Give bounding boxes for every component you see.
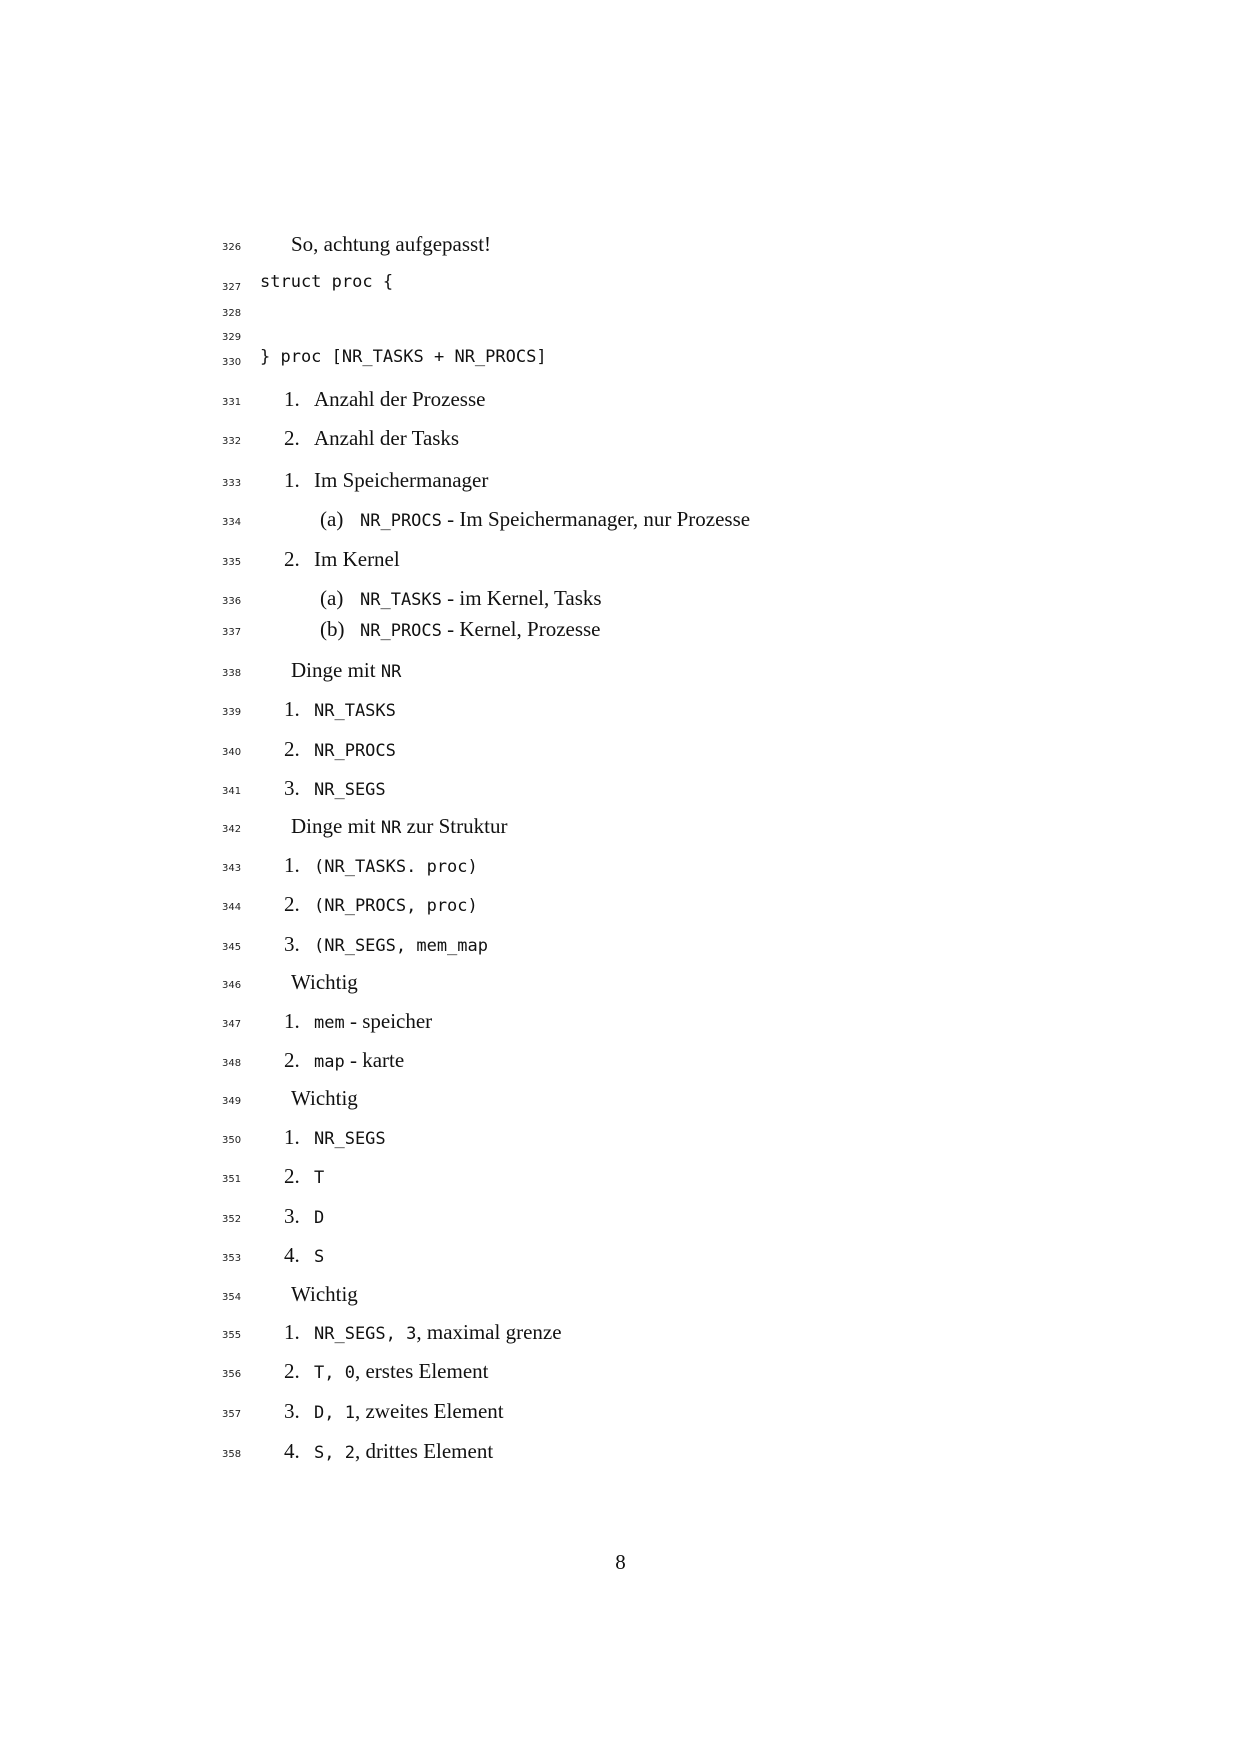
document-line: [0, 1437, 1241, 1467]
code-text: NR_PROCS: [360, 511, 442, 531]
document-line: [0, 1202, 1241, 1232]
line-content: [291, 970, 358, 995]
list-label: 2.: [284, 547, 300, 571]
list-label: 1.: [284, 853, 300, 877]
body-text: , erstes Element: [354, 1359, 489, 1383]
body-text: , maximal grenze: [416, 1320, 562, 1344]
line-number: 357: [222, 1409, 242, 1420]
line-content: [284, 547, 400, 572]
document-line: [0, 1318, 1241, 1348]
code-text: (NR_TASKS. proc): [314, 857, 478, 877]
list-label: 1.: [284, 387, 300, 411]
line-number: 336: [222, 596, 242, 607]
document-line: [0, 656, 1241, 686]
code-text: NR_TASKS: [314, 701, 396, 721]
line-number: 326: [222, 242, 242, 253]
line-content: [284, 697, 396, 722]
line-number: 333: [222, 478, 242, 489]
line-number: 339: [222, 707, 242, 718]
code-text: S: [314, 1247, 325, 1267]
list-label: 2.: [284, 737, 300, 761]
document-line: [0, 1357, 1241, 1387]
code-text: D: [314, 1208, 325, 1228]
list-label: 2.: [284, 892, 300, 916]
list-label: (a): [320, 507, 344, 531]
list-label: 1.: [284, 1125, 300, 1149]
code-text: NR: [380, 818, 402, 838]
line-content: [291, 1086, 358, 1111]
document-line: [0, 615, 1241, 645]
code-text: NR: [380, 662, 402, 682]
body-text: - im Kernel, Tasks: [441, 586, 602, 610]
line-content: [284, 1439, 493, 1464]
code-text: mem: [314, 1013, 345, 1033]
list-label: 3.: [284, 776, 300, 800]
line-content: [291, 232, 491, 257]
line-content: [320, 507, 750, 532]
document-line: [0, 545, 1241, 575]
document-line: [0, 695, 1241, 725]
document-line: [0, 1397, 1241, 1427]
line-content: [320, 617, 601, 642]
document-line: [0, 584, 1241, 614]
line-number: 335: [222, 557, 242, 568]
line-content: [284, 1359, 489, 1384]
line-number: 358: [222, 1449, 242, 1460]
code-text: T: [314, 1168, 325, 1188]
body-text: Anzahl der Prozesse: [314, 387, 486, 411]
document-line: [0, 890, 1241, 920]
list-label: (a): [320, 586, 344, 610]
line-number: 337: [222, 627, 242, 638]
line-content: [284, 1164, 324, 1189]
code-text: NR_PROCS: [360, 621, 442, 641]
list-label: 4.: [284, 1439, 300, 1463]
body-text: Dinge mit: [291, 814, 381, 838]
line-content: [284, 892, 478, 917]
code-text: T, 0: [314, 1363, 355, 1383]
code-text: NR_PROCS: [314, 741, 396, 761]
line-number: 351: [222, 1174, 242, 1185]
list-label: 3.: [284, 932, 300, 956]
line-number: 348: [222, 1058, 242, 1069]
line-content: [260, 347, 547, 367]
list-label: 2.: [284, 426, 300, 450]
code-text: D, 1: [314, 1403, 355, 1423]
list-label: (b): [320, 617, 345, 641]
line-content: [284, 1204, 324, 1229]
line-number: 342: [222, 824, 242, 835]
document-line: [0, 1280, 1241, 1310]
document-line: [0, 1084, 1241, 1114]
document-line: [0, 968, 1241, 998]
line-content: [284, 387, 485, 412]
page-number: 8: [615, 1550, 626, 1574]
line-number: 354: [222, 1292, 242, 1303]
line-content: [284, 1125, 386, 1150]
line-number: 356: [222, 1369, 242, 1380]
line-content: [284, 776, 386, 801]
document-line: [0, 466, 1241, 496]
document-line: [0, 1007, 1241, 1037]
line-number: 345: [222, 942, 242, 953]
code-text: } proc [NR_TASKS + NR_PROCS]: [260, 347, 547, 367]
document-line: [0, 1241, 1241, 1271]
body-text: - speicher: [344, 1009, 433, 1033]
code-text: NR_SEGS: [314, 780, 386, 800]
body-text: Im Kernel: [314, 547, 400, 571]
line-content: [320, 586, 602, 611]
line-content: [291, 814, 507, 839]
list-label: 2.: [284, 1048, 300, 1072]
body-text: Wichtig: [291, 1282, 358, 1306]
list-label: 3.: [284, 1204, 300, 1228]
code-text: NR_SEGS: [314, 1129, 386, 1149]
line-number: 338: [222, 668, 242, 679]
document-line: [0, 230, 1241, 260]
document-line: [0, 851, 1241, 881]
line-number: 340: [222, 747, 242, 758]
list-label: 2.: [284, 1164, 300, 1188]
line-content: [284, 853, 478, 878]
body-text: Dinge mit: [291, 658, 381, 682]
body-text: - Im Speichermanager, nur Prozesse: [441, 507, 751, 531]
line-number: 344: [222, 902, 242, 913]
list-label: 1.: [284, 468, 300, 492]
document-line: [0, 424, 1241, 454]
line-number: 330: [222, 357, 242, 368]
line-content: [284, 1048, 404, 1073]
line-content: [284, 426, 459, 451]
body-text: Anzahl der Tasks: [314, 426, 460, 450]
code-text: struct proc {: [260, 272, 394, 292]
body-text: - karte: [344, 1048, 405, 1072]
document-line: [0, 1123, 1241, 1153]
code-text: NR_SEGS, 3: [314, 1324, 417, 1344]
list-label: 2.: [284, 1359, 300, 1383]
body-text: , zweites Element: [354, 1399, 504, 1423]
line-content: [284, 1009, 432, 1034]
line-number: 327: [222, 282, 242, 293]
code-text: NR_TASKS: [360, 590, 442, 610]
list-label: 4.: [284, 1243, 300, 1267]
line-number: 328: [222, 308, 242, 319]
line-number: 352: [222, 1214, 242, 1225]
body-text: zur Struktur: [401, 814, 508, 838]
line-number: 343: [222, 863, 242, 874]
document-line: [0, 1046, 1241, 1076]
line-number: 334: [222, 517, 242, 528]
body-text: , drittes Element: [354, 1439, 494, 1463]
line-content: [260, 272, 393, 292]
line-number: 350: [222, 1135, 242, 1146]
document-line: [0, 735, 1241, 765]
line-content: [284, 1243, 324, 1268]
line-number: 331: [222, 397, 242, 408]
body-text: Wichtig: [291, 970, 358, 994]
line-number: 349: [222, 1096, 242, 1107]
line-content: [284, 468, 488, 493]
line-number: 341: [222, 786, 242, 797]
list-label: 1.: [284, 1320, 300, 1344]
document-line: [0, 1162, 1241, 1192]
body-text: Im Speichermanager: [314, 468, 489, 492]
line-number: 347: [222, 1019, 242, 1030]
line-content: [284, 1320, 562, 1345]
document-line: [0, 930, 1241, 960]
line-content: [291, 658, 401, 683]
code-text: (NR_PROCS, proc): [314, 896, 478, 916]
body-text: So, achtung aufgepasst!: [291, 232, 492, 256]
line-number: 353: [222, 1253, 242, 1264]
body-text: - Kernel, Prozesse: [441, 617, 601, 641]
line-number: 332: [222, 436, 242, 447]
code-text: S, 2: [314, 1443, 355, 1463]
document-line: [0, 345, 1241, 375]
line-content: [291, 1282, 358, 1307]
line-number: 329: [222, 332, 242, 343]
list-label: 3.: [284, 1399, 300, 1423]
list-label: 1.: [284, 1009, 300, 1033]
body-text: Wichtig: [291, 1086, 358, 1110]
document-line: [0, 505, 1241, 535]
line-content: [284, 932, 488, 957]
list-label: 1.: [284, 697, 300, 721]
code-text: (NR_SEGS, mem_map: [314, 936, 488, 956]
document-line: [0, 812, 1241, 842]
line-content: [284, 1399, 504, 1424]
line-content: [284, 737, 396, 762]
code-text: map: [314, 1052, 345, 1072]
line-number: 355: [222, 1330, 242, 1341]
document-line: [0, 774, 1241, 804]
document-line: [0, 385, 1241, 415]
line-number: 346: [222, 980, 242, 991]
